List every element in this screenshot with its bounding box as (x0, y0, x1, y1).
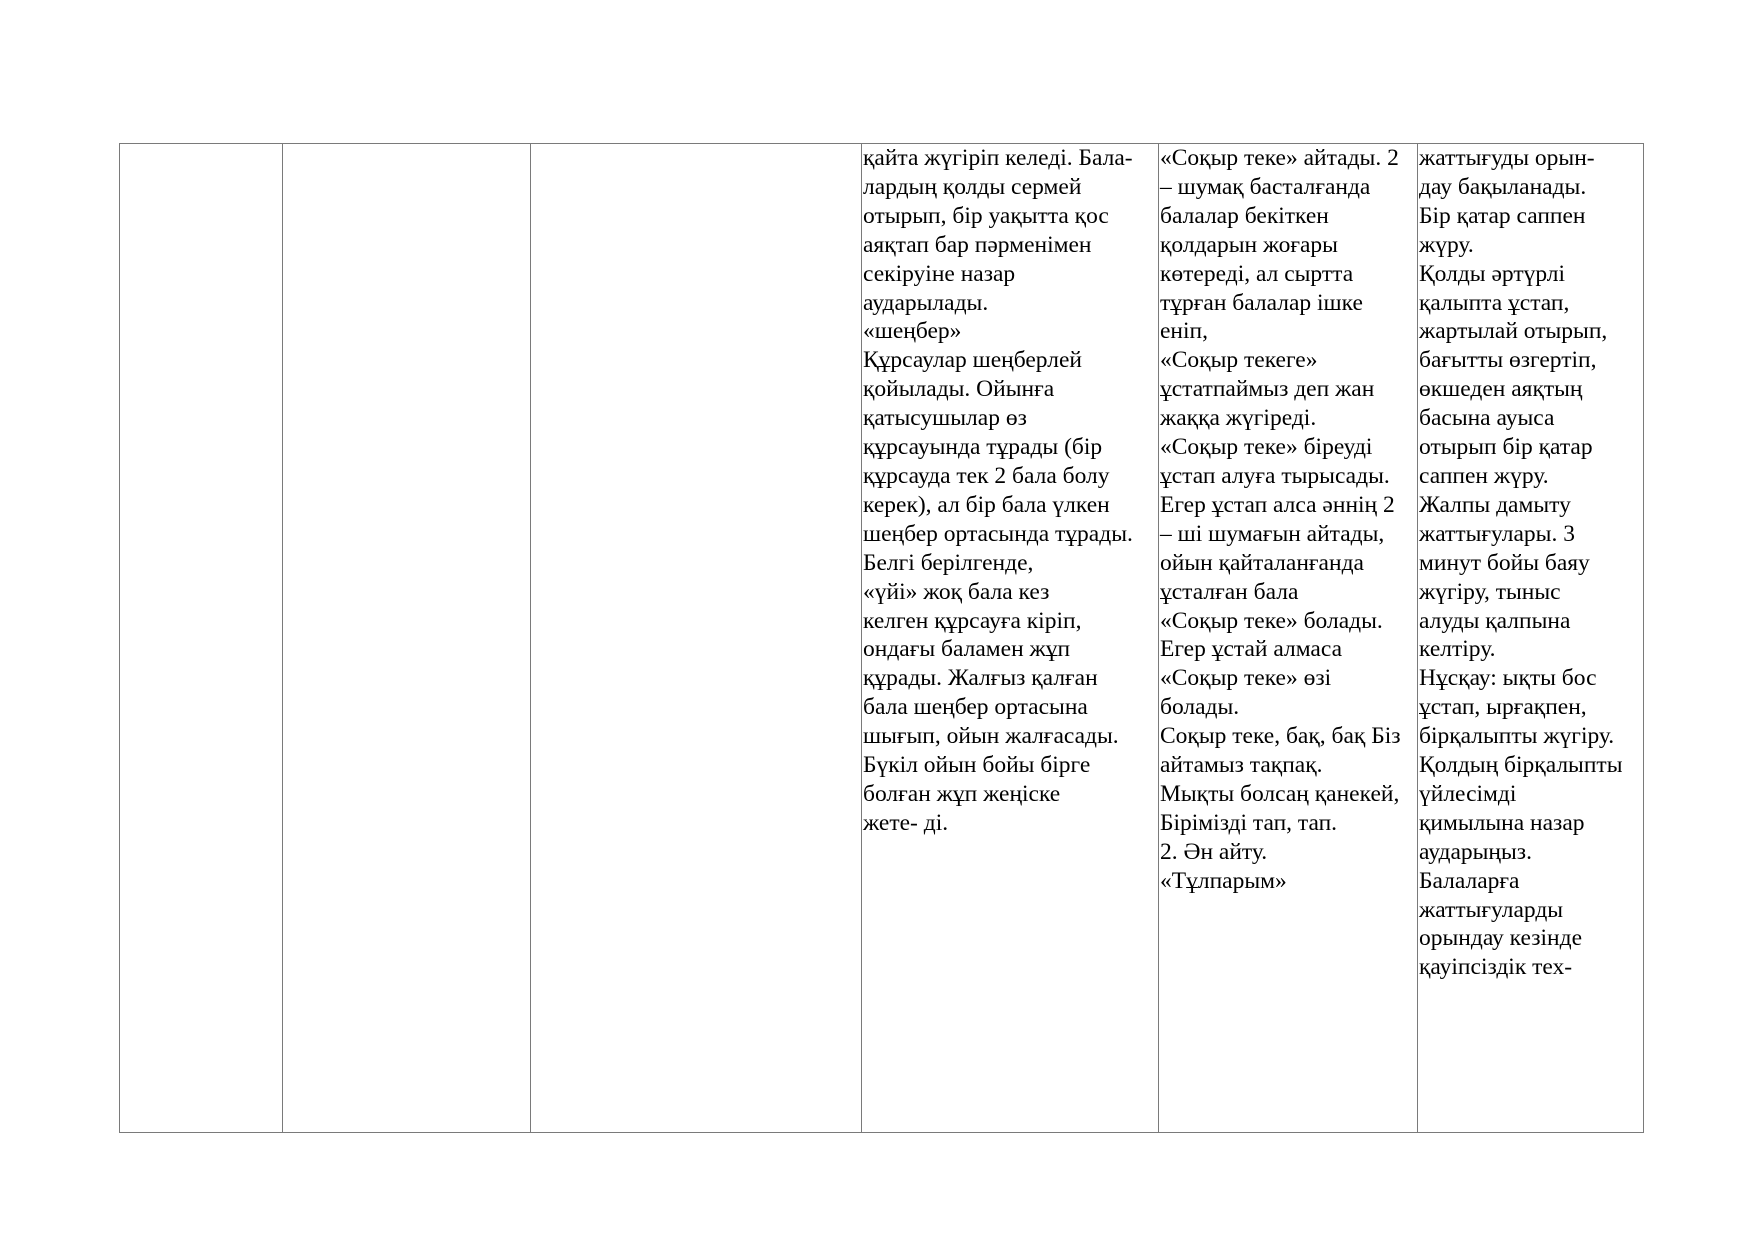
table-cell-5 (1159, 144, 1418, 1133)
cell-4-text: қайта жүгіріп келеді. Бала- лардың қолды сермей отырып, бір уақытта қос аяқтап бар пәрменімен секіруіне назар аударылады. «шеңбер» Құрсаулар шеңберлей қойылады. Ойынға қатысушылар өз құрсауында тұрады (бір құрсауда тек 2 бала болу керек), ал бір бала үлкен шеңбер ортасында тұрады. Белгі берілгенде, «үйі» жоқ бала кез келген құрсауға кіріп, ондағы баламен жұп құрады. Жалғыз қалған бала шеңбер ортасына шығып, ойын жалғасады. Бүкіл ойын бойы бірге болған жұп жеңіске жете- ді. (863, 145, 1133, 836)
cell-5-text: «Соқыр теке» айтады. 2 – шумақ басталғанда балалар бекіткен қолдарын жоғары көтереді, ал сыртта тұрған балалар ішке еніп, «Соқыр текеге» ұстатпаймыз деп жан жаққа жүгіреді. «Соқыр теке» біреуді ұстап алуға тырысады. Егер ұстап алса әннің 2 – ші шумағын айтады, ойын қайталанғанда ұсталған бала «Соқыр теке» болады. Егер ұстай алмаса «Соқыр теке» өзі болады. Соқыр теке, бақ, бақ Біз айтамыз тақпақ. Мықты болсаң қанекей, Бірімізді тап, тап. 2. Ән айту. «Тұлпарым» (1160, 145, 1401, 894)
table-cell-2 (283, 144, 531, 1133)
table-cell-6 (1418, 144, 1644, 1133)
table-cell-3 (531, 144, 862, 1133)
table-row (120, 144, 1644, 1133)
lesson-plan-table (119, 143, 1644, 1133)
table-cell-1 (120, 144, 283, 1133)
cell-6-text: жаттығуды орын- дау бақыланады. Бір қатар саппен жүру. Қолды әртүрлі қалыпта ұстап, жартылай отырып, бағытты өзгертіп, өкшеден аяқтың басына ауыса отырып бір қатар саппен жүру. Жалпы дамыту жаттығулары. 3 минут бойы баяу жүгіру, тыныс алуды қалпына келтіру. Нұсқау: ықты бос ұстап, ырғақпен, бірқалыпты жүгіру. Қолдың бірқалыпты үйлесімді қимылына назар аударыңыз. Балаларға жаттығуларды орындау кезінде қауіпсіздік тех- (1419, 145, 1623, 981)
table-cell-4 (862, 144, 1159, 1133)
